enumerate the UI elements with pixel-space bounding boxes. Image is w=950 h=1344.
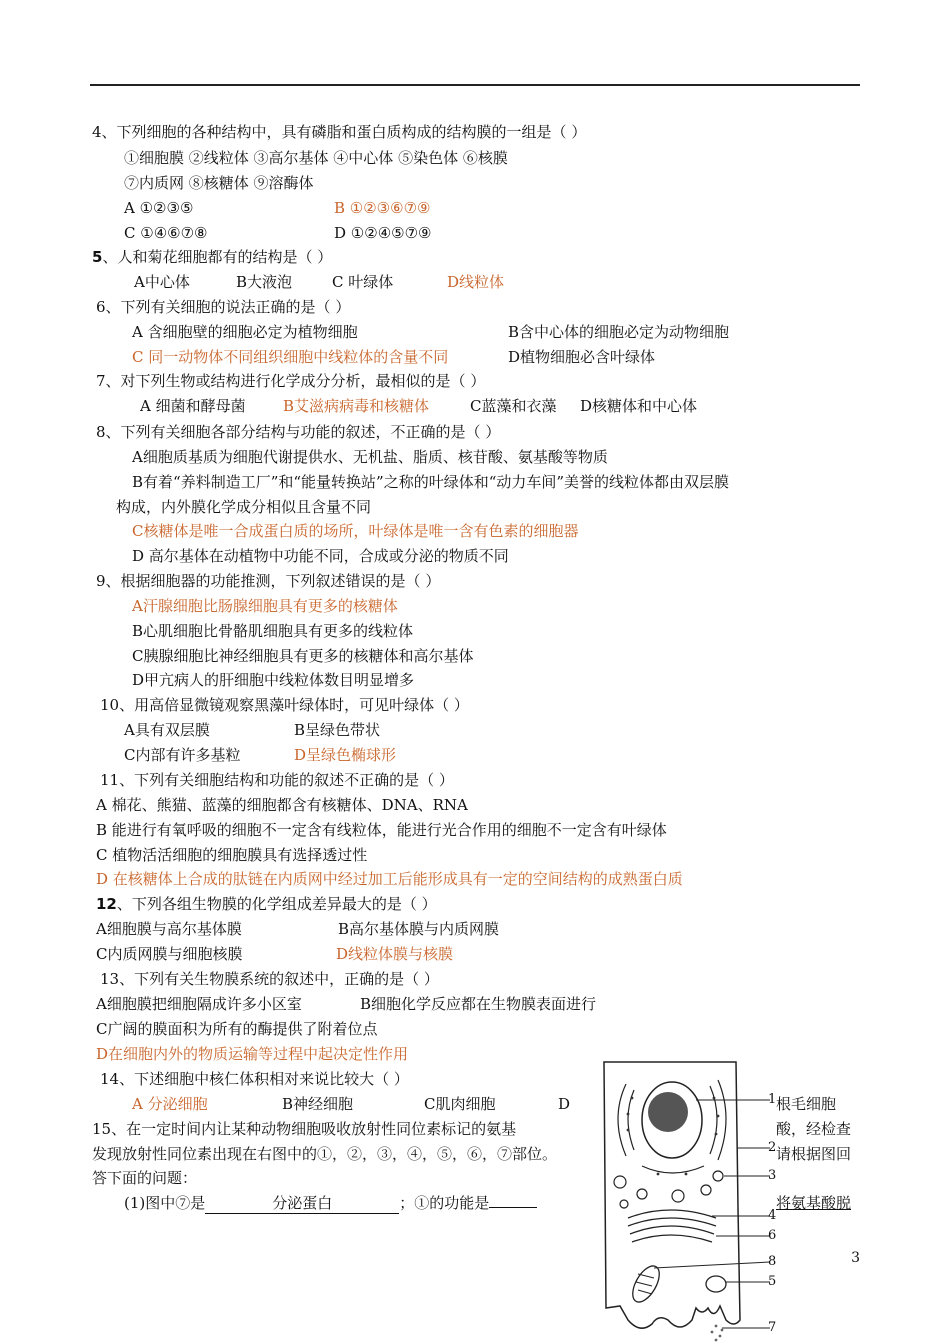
q5-option-b: B大液泡	[236, 273, 293, 291]
secreted-protein	[711, 1325, 724, 1342]
q4-option-c: C ①④⑥⑦⑧	[124, 224, 208, 242]
q6-option-c: C 同一动物体不同组织细胞中线粒体的含量不同	[132, 348, 449, 366]
q12-option-b: B高尔基体膜与内质网膜	[338, 920, 500, 938]
vesicles	[614, 1171, 723, 1208]
q9-stem: 9、根据细胞器的功能推测，下列叙述错误的是（ ）	[96, 572, 441, 590]
figure-label-5: 5	[768, 1274, 777, 1289]
figure-label-4: 4	[768, 1208, 777, 1223]
q11-stem: 11、下列有关细胞结构和功能的叙述不正确的是（ ）	[100, 771, 454, 789]
q7-option-c: C蓝藻和衣藻	[470, 397, 557, 415]
q9-option-d: D甲亢病人的肝细胞中线粒体数目明显增多	[132, 671, 415, 689]
q12-option-a: A细胞膜与高尔基体膜	[96, 920, 242, 938]
q11-option-b: B 能进行有氧呼吸的细胞不一定含有线粒体，能进行光合作用的细胞不一定含有叶绿体	[96, 821, 667, 839]
figure-label-1: 1	[768, 1092, 777, 1107]
q15-sub1-mid: ；①的功能是	[399, 1194, 490, 1212]
q13-option-d: D在细胞内外的物质运输等过程中起决定性作用	[96, 1045, 409, 1063]
q4-option-b: B ①②③⑥⑦⑨	[334, 199, 431, 217]
q6-option-b: B含中心体的细胞必定为动物细胞	[508, 323, 730, 341]
figure-label-7: 7	[768, 1320, 777, 1335]
q13-stem: 13、下列有关生物膜系统的叙述中，正确的是（ ）	[100, 970, 439, 988]
nucleolus	[648, 1092, 688, 1132]
q7-option-a: A 细菌和酵母菌	[140, 397, 246, 415]
secretory-vesicle	[706, 1276, 726, 1292]
er-arc	[710, 1086, 717, 1154]
q11-option-d: D 在核糖体上合成的肽链在内质网中经过加工后能形成具有一定的空间结构的成熟蛋白质	[96, 870, 683, 888]
header-rule	[90, 84, 860, 86]
q5-number: 5	[92, 248, 103, 266]
leader-lines	[654, 1100, 770, 1328]
golgi-apparatus	[628, 1210, 716, 1242]
q8-option-a: A细胞质基质为细胞代谢提供水、无机盐、脂质、核苷酸、氨基酸等物质	[132, 448, 608, 466]
q11-option-a: A 棉花、熊猫、蓝藻的细胞都含有核糖体、DNA、RNA	[96, 796, 468, 814]
q7-stem: 7、对下列生物或结构进行化学成分分析，最相似的是（ ）	[96, 372, 486, 390]
q5-stem-line	[92, 247, 332, 267]
q14-option-c: C肌肉细胞	[424, 1095, 496, 1113]
q14-option-a: A 分泌细胞	[132, 1095, 208, 1113]
er-arc	[618, 1084, 626, 1156]
q13-option-b: B细胞化学反应都在生物膜表面进行	[360, 995, 597, 1013]
q4-option-a: A ①②③⑤	[124, 199, 194, 217]
q6-option-a: A 含细胞壁的细胞必定为植物细胞	[132, 323, 358, 341]
q4-items-1: ①细胞膜 ②线粒体 ③高尔基体 ④中心体 ⑤染色体 ⑥核膜	[124, 149, 508, 167]
q8-option-c: C核糖体是唯一合成蛋白质的场所，叶绿体是唯一含有色素的细胞器	[132, 522, 579, 540]
q9-option-a: A汗腺细胞比肠腺细胞具有更多的核糖体	[132, 597, 398, 615]
q15-line2-tail: 请根据图回	[776, 1145, 852, 1163]
q15-line2: 发现放射性同位素出现在右图中的①，②，③，④，⑤，⑥，⑦部位。	[92, 1145, 558, 1163]
q4-stem: 4、下列细胞的各种结构中，具有磷脂和蛋白质构成的结构膜的一组是（ ）	[92, 123, 587, 141]
q6-stem: 6、下列有关细胞的说法正确的是（ ）	[96, 298, 351, 316]
q15-sub1-prefix: (1)图中⑦是	[124, 1194, 206, 1212]
q15-sub1-answer: 分泌蛋白	[205, 1193, 399, 1214]
q14-option-d: D	[558, 1095, 571, 1113]
q4-option-d: D ①②④⑤⑦⑨	[334, 224, 432, 242]
er-arc	[718, 1080, 726, 1160]
q5-stem: 、人和菊花细胞都有的结构是（ ）	[102, 248, 333, 266]
mitochondrion	[627, 1262, 664, 1307]
q13-option-a: A细胞膜把细胞隔成许多小区室	[96, 995, 302, 1013]
figure-label-8: 8	[768, 1254, 777, 1269]
q5-option-a: A中心体	[134, 273, 190, 291]
q5-option-d: D线粒体	[447, 273, 505, 291]
q12-stem: 、下列各组生物膜的化学组成差异最大的是（ ）	[116, 895, 437, 913]
q10-stem: 10、用高倍显微镜观察黑藻叶绿体时，可见叶绿体（ ）	[100, 696, 469, 714]
er-arc	[628, 1090, 634, 1150]
q9-option-c: C胰腺细胞比神经细胞具有更多的核糖体和高尔基体	[132, 647, 474, 665]
q6-option-d: D植物细胞必含叶绿体	[508, 348, 656, 366]
er-arc	[642, 1166, 704, 1173]
q12-stem-line	[96, 894, 437, 914]
q10-option-c: C内部有许多基粒	[124, 746, 241, 764]
q12-option-d: D线粒体膜与核膜	[336, 945, 454, 963]
q15-line1-tail: 酸，经检查	[776, 1120, 852, 1138]
q9-option-b: B心肌细胞比骨骼肌细胞具有更多的线粒体	[132, 622, 414, 640]
figure-label-3: 3	[768, 1168, 777, 1183]
q5-option-c: C 叶绿体	[332, 273, 394, 291]
figure-label-2: 2	[768, 1140, 777, 1155]
q11-option-c: C 植物活活细胞的细胞膜具有选择透过性	[96, 846, 368, 864]
q8-stem: 8、下列有关细胞各部分结构与功能的叙述，不正确的是（ ）	[96, 423, 501, 441]
q12-number: 12	[96, 895, 117, 913]
figure-label-6: 6	[768, 1228, 777, 1243]
q7-option-b: B艾滋病病毒和核糖体	[283, 397, 430, 415]
q15-line1: 15、在一定时间内让某种动物细胞吸收放射性同位素标记的氨基	[92, 1120, 517, 1138]
q14-stem: 14、下述细胞中核仁体积相对来说比较大（ ）	[100, 1070, 409, 1088]
page-number: 3	[851, 1250, 860, 1266]
q7-option-d: D核糖体和中心体	[580, 397, 698, 415]
q13-option-c: C广阔的膜面积为所有的酶提供了附着位点	[96, 1020, 378, 1038]
q8-option-b-line2: 构成，内外膜化学成分相似且含量不同	[116, 498, 372, 516]
q8-option-d: D 高尔基体在动植物中功能不同，合成或分泌的物质不同	[132, 547, 509, 565]
q10-option-a: A具有双层膜	[124, 721, 210, 739]
q14-option-d-tail: 根毛细胞	[776, 1095, 837, 1113]
q15-sub1	[124, 1193, 537, 1214]
q10-option-d: D呈绿色椭球形	[294, 746, 397, 764]
q15-line3: 答下面的问题：	[92, 1169, 198, 1187]
q15-sub1-answer2: 将氨基酸脱	[776, 1194, 852, 1212]
q4-items-2: ⑦内质网 ⑧核糖体 ⑨溶酶体	[124, 174, 314, 192]
q8-option-b-line1: B有着“养料制造工厂”和“能量转换站”之称的叶绿体和“动力车间”美誉的线粒体都由双层膜	[132, 473, 730, 491]
q14-option-b: B神经细胞	[282, 1095, 354, 1113]
q12-option-c: C内质网膜与细胞核膜	[96, 945, 243, 963]
q15-sub1-blank2	[489, 1207, 537, 1208]
q10-option-b: B呈绿色带状	[294, 721, 381, 739]
